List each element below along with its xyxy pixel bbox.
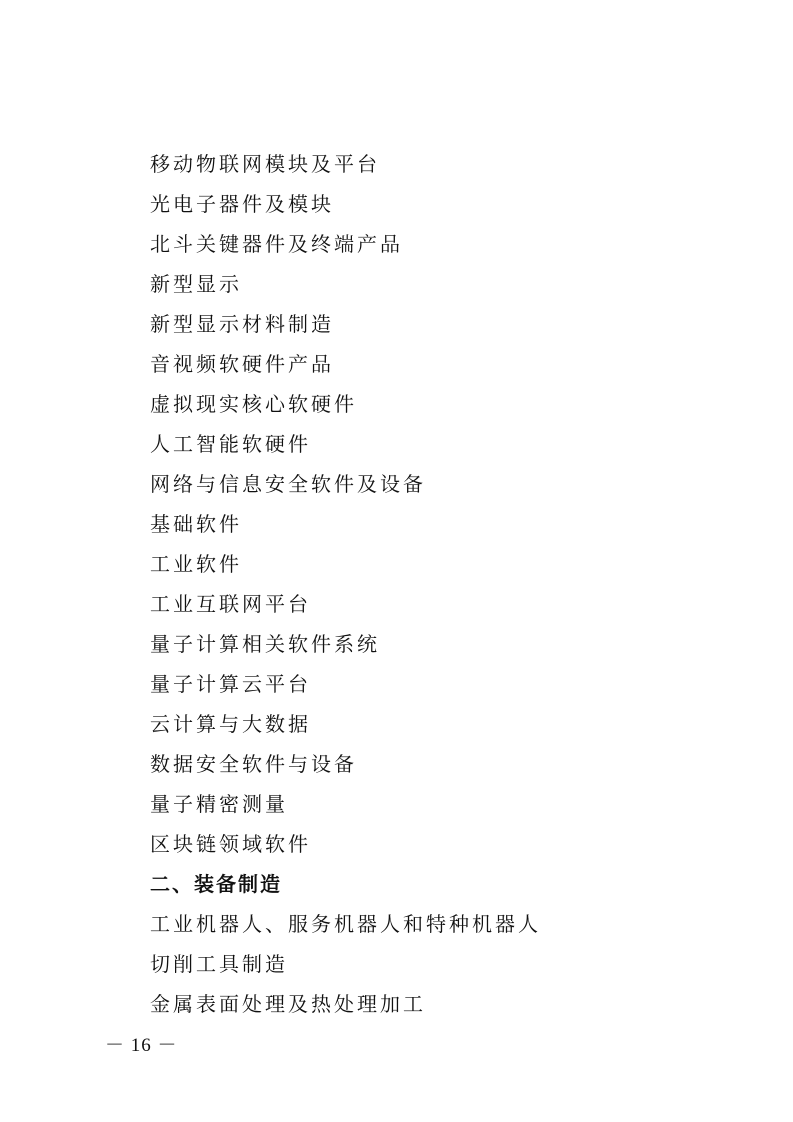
list-item: 量子计算云平台	[150, 672, 311, 696]
list-item: 金属表面处理及热处理加工	[150, 992, 426, 1016]
list-item: 网络与信息安全软件及设备	[150, 472, 426, 496]
list-item: 量子精密测量	[150, 792, 288, 816]
list-item: 区块链领域软件	[150, 832, 311, 856]
list-item: 云计算与大数据	[150, 712, 311, 736]
list-item: 数据安全软件与设备	[150, 752, 357, 776]
list-item: 人工智能软硬件	[150, 432, 311, 456]
list-item: 工业机器人、服务机器人和特种机器人	[150, 912, 541, 936]
list-item: 移动物联网模块及平台	[150, 152, 380, 176]
page-number: － 16 －	[105, 1035, 178, 1056]
list-item: 光电子器件及模块	[150, 192, 334, 216]
list-item: 量子计算相关软件系统	[150, 632, 380, 656]
list-item: 新型显示	[150, 272, 242, 296]
list-item: 切削工具制造	[150, 952, 288, 976]
list-item: 基础软件	[150, 512, 242, 536]
list-item: 工业互联网平台	[150, 592, 311, 616]
list-item: 北斗关键器件及终端产品	[150, 232, 403, 256]
list-item: 音视频软硬件产品	[150, 352, 334, 376]
section-heading: 二、装备制造	[150, 872, 282, 896]
list-item: 新型显示材料制造	[150, 312, 334, 336]
list-item: 虚拟现实核心软硬件	[150, 392, 357, 416]
list-item: 工业软件	[150, 552, 242, 576]
